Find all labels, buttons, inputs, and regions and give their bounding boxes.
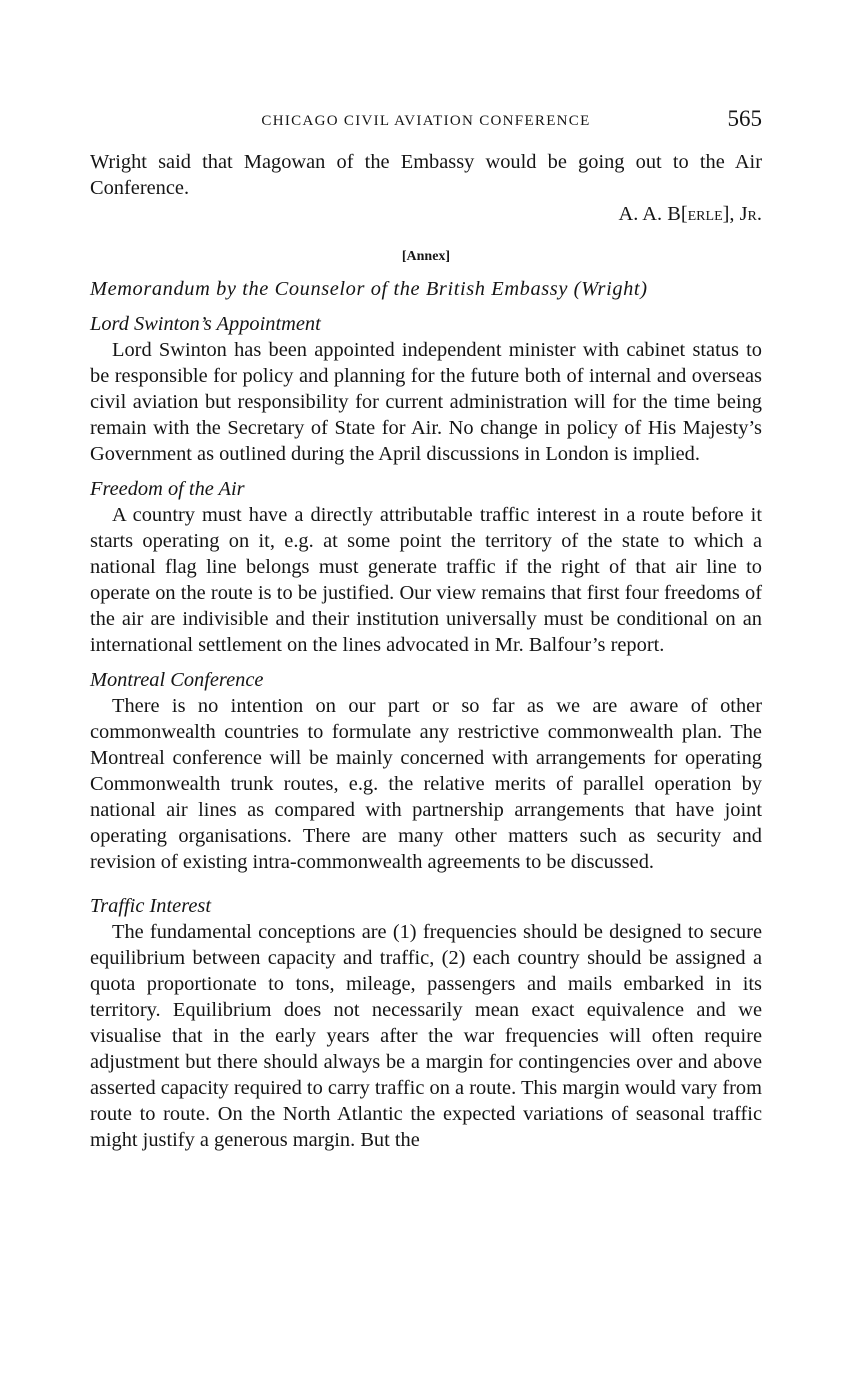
section-heading-freedom: Freedom of the Air: [90, 478, 245, 500]
section-heading-swinton: Lord Swinton’s Appointment: [90, 313, 321, 335]
section-body-swinton: Lord Swinton has been appointed independent minister with cabinet status to be responsible for policy and planning for the future both of internal and overseas civil aviation but responsibility for current administration will for the time being remain with the Secretary of State for Air. No change in policy of His Majesty’s Government as outlined during the April discussions in London is implied.: [90, 339, 762, 465]
section-body-montreal: There is no intention on our part or so far as we are aware of other commonwealth countries to formulate any restrictive commonwealth plan. The Montreal conference will be mainly concerned with arrangements for operating Commonwealth trunk routes, e.g. the relative merits of parallel operation by national air lines as compared with partnership arrangements that have joint operating organisations. There are many other matters such as security and revision of existing intra-commonwealth agreements to be discussed.: [90, 695, 762, 873]
page-body: [90, 149, 762, 1153]
opening-paragraph: Wright said that Magowan of the Embassy would be going out to the Air Conference.: [90, 151, 762, 199]
signature: [90, 201, 762, 227]
annex-label: [Annex]: [401, 249, 451, 264]
signature-suffix: , Jr.: [729, 203, 762, 225]
signature-initials: A. A. B: [618, 203, 681, 225]
section-body-traffic: The fundamental conceptions are (1) frequencies should be designed to secure equilibrium between capacity and traffic, (2) each country should be assigned a quota proportionate to tons, mileage, passengers and mails embarked in its territory. Equilibrium does not necessarily mean exact equivalence and we visualise that in the early years after the war frequencies will often require adjustment but there should always be a margin for contingencies over and above asserted capacity required to carry traffic on a route. This margin would vary from route to route. On the North Atlantic the expected variations of seasonal traffic might justify a generous margin. But the: [90, 921, 762, 1151]
page-header: [90, 106, 762, 136]
running-head: CHICAGO CIVIL AVIATION CONFERENCE: [261, 113, 591, 129]
section-heading-montreal: Montreal Conference: [90, 669, 264, 691]
signature-bracket: [erle]: [680, 203, 730, 225]
section-body-freedom: A country must have a directly attributable traffic interest in a route before it starts operating on it, e.g. at some point the territory of the state to which a national flag line belongs must generate traffic if the right of that air line to operate on the route is to be justified. Our view remains that first four freedoms of the air are indivisible and their institution universally must be conditional on an international settlement on the lines advocated in Mr. Balfour’s report.: [90, 504, 762, 656]
section-heading-traffic: Traffic Interest: [90, 895, 212, 917]
page-number: 565: [727, 106, 762, 131]
memo-title: Memorandum by the Counselor of the British Embassy (Wright): [90, 278, 648, 300]
